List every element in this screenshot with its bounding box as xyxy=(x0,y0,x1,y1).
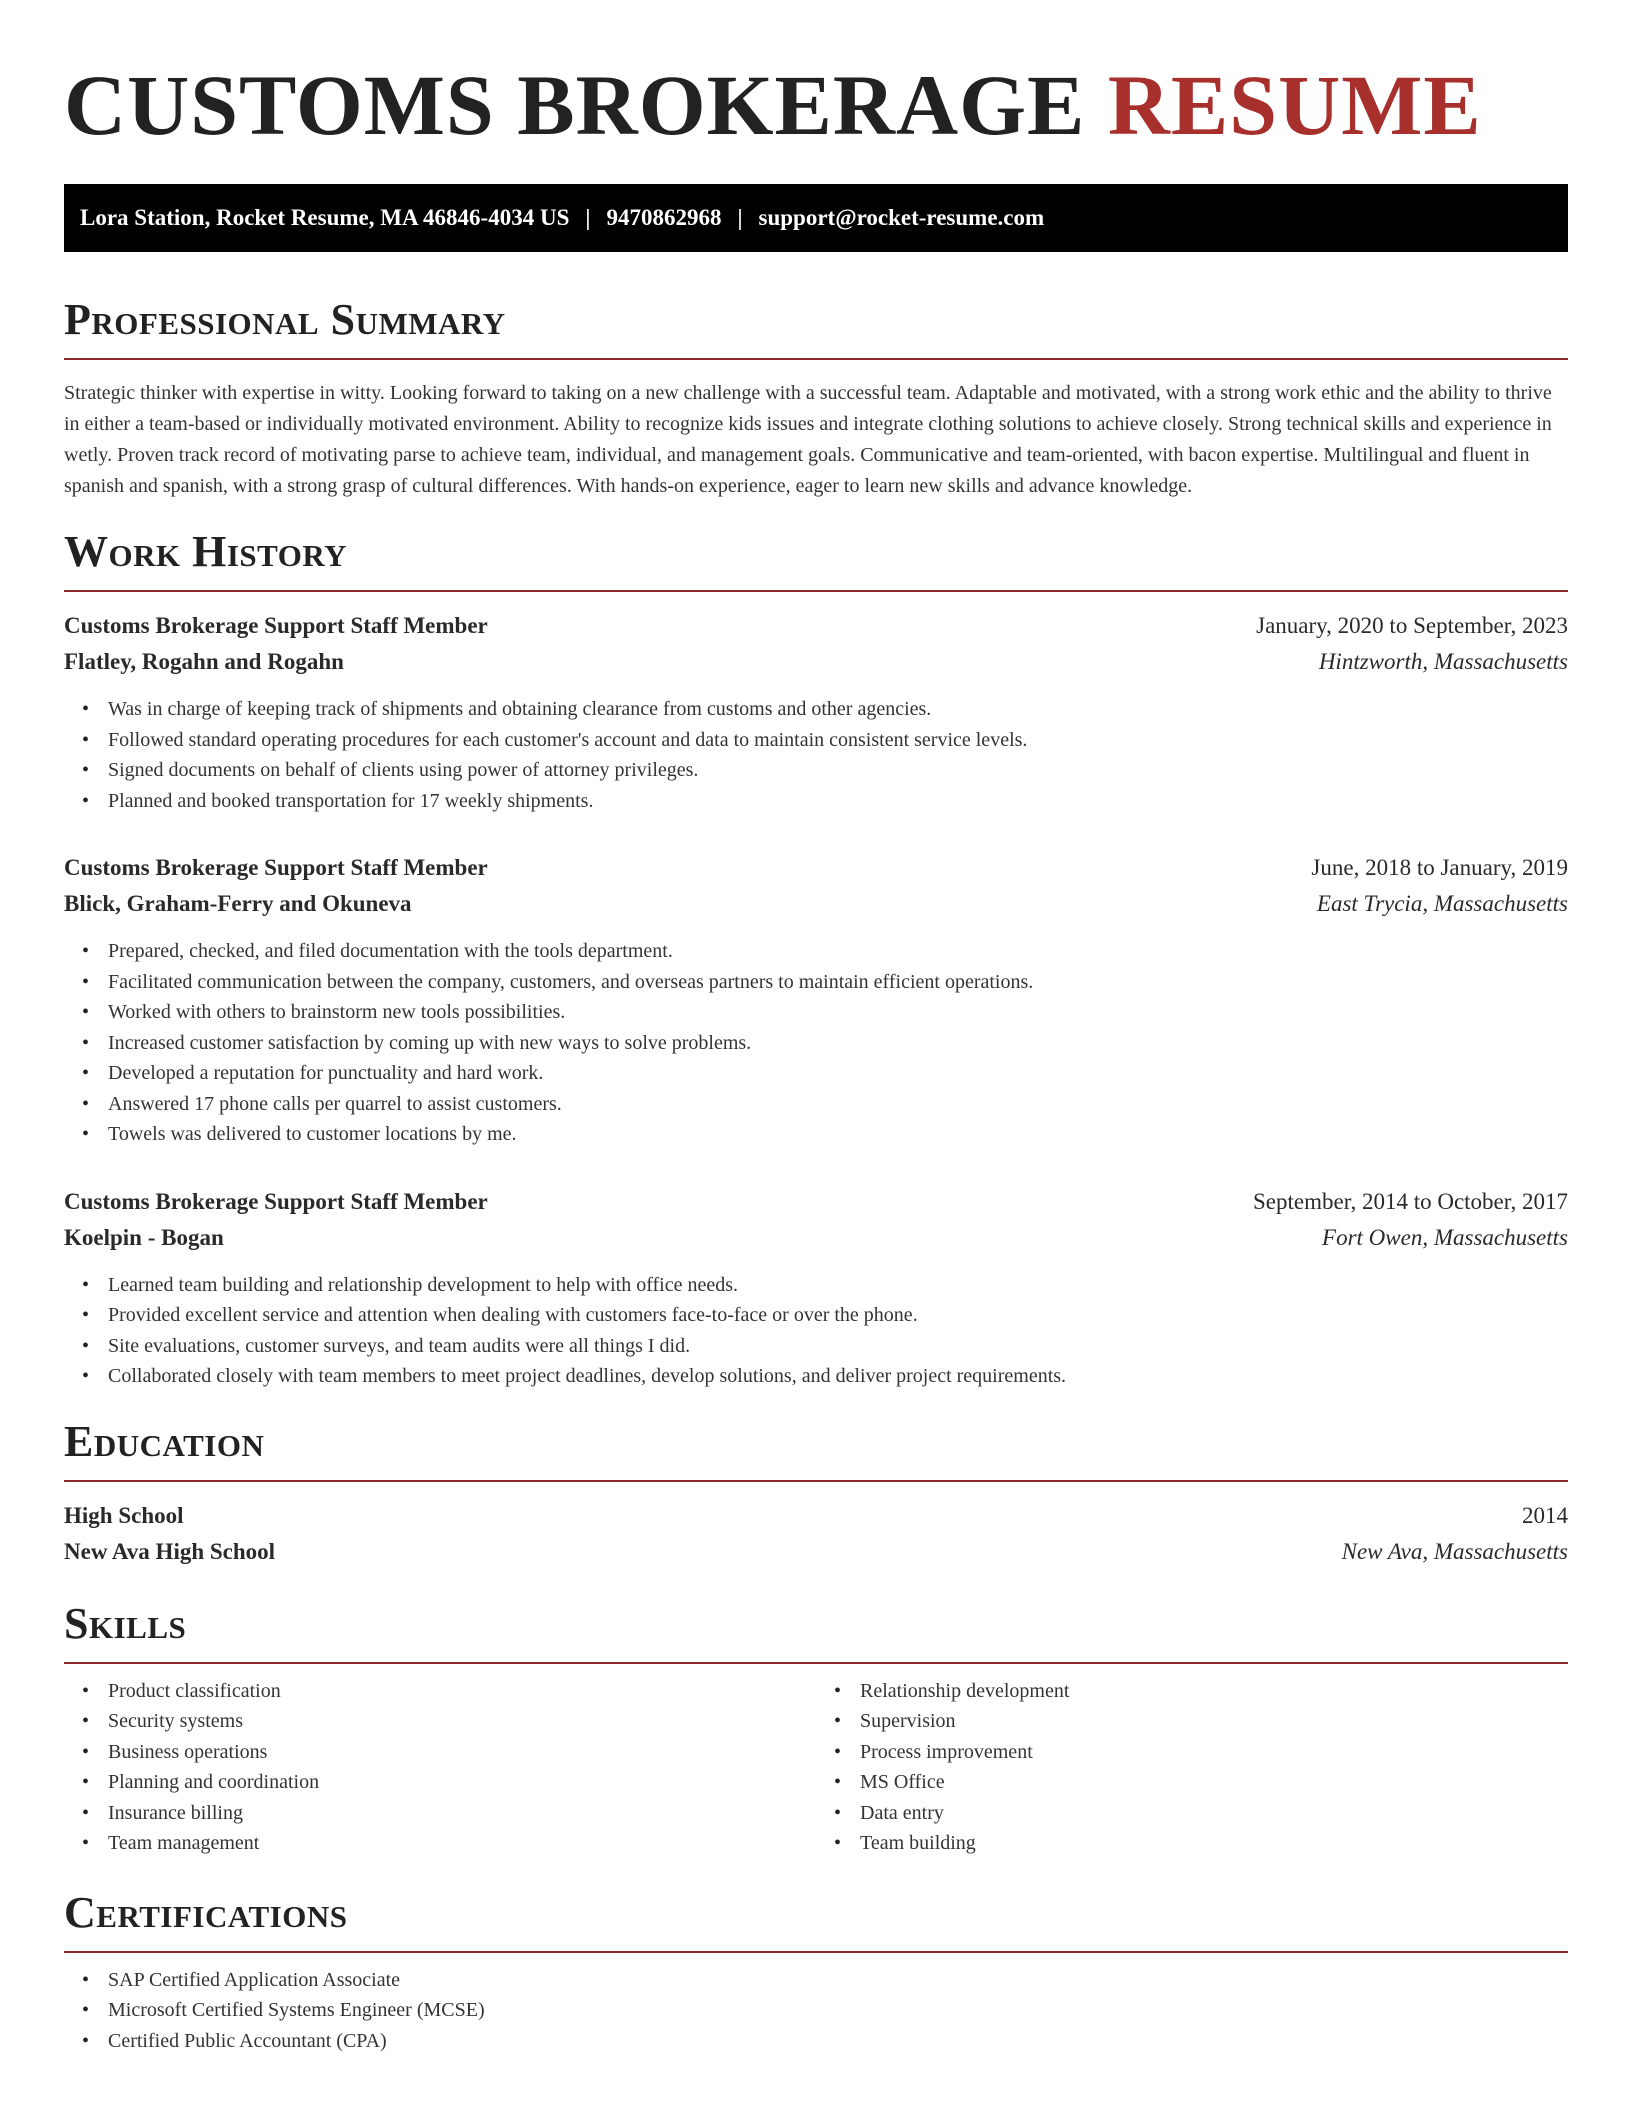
education-degree: High School xyxy=(64,1502,184,1528)
contact-bar xyxy=(64,184,1568,252)
education-entry xyxy=(64,1498,1568,1570)
contact-address: Lora Station, Rocket Resume, MA 46846-4034 US xyxy=(80,205,570,230)
job-entry xyxy=(64,850,1568,1150)
education-row xyxy=(64,1534,1568,1570)
job-header-row xyxy=(64,850,1568,886)
skill-item: • Insurance billing xyxy=(108,1798,816,1829)
skills-list-right xyxy=(816,1676,1568,1859)
job-duty-item: • Planned and booked transportation for 17 weekly shipments. xyxy=(108,786,1568,817)
section-divider xyxy=(64,1951,1568,1953)
summary-heading: Professional Summary xyxy=(64,295,506,344)
certifications-section xyxy=(64,1887,1568,2057)
education-section xyxy=(64,1416,1568,1570)
section-divider xyxy=(64,1662,1568,1664)
job-location: Hintzworth, Massachusetts xyxy=(1318,649,1568,674)
skills-section xyxy=(64,1598,1568,1859)
job-duty-item: • Increased customer satisfaction by coming up with new ways to solve problems. xyxy=(108,1028,1568,1059)
contact-separator: | xyxy=(737,205,743,230)
job-duty-item: • Worked with others to brainstorm new tools possibilities. xyxy=(108,997,1568,1028)
work-history-section xyxy=(64,527,1568,1392)
contact-phone: 9470862968 xyxy=(606,205,722,230)
job-entry xyxy=(64,1184,1568,1392)
education-heading: Education xyxy=(64,1416,265,1466)
skill-item: • Security systems xyxy=(108,1706,816,1737)
certifications-heading: Certifications xyxy=(64,1887,348,1937)
skill-item: • Team management xyxy=(108,1828,816,1859)
job-dates: January, 2020 to September, 2023 xyxy=(1256,613,1568,638)
skills-list-left xyxy=(64,1676,816,1859)
job-duties-list xyxy=(64,1270,1568,1392)
resume-page xyxy=(64,0,1568,2056)
job-dates: September, 2014 to October, 2017 xyxy=(1253,1188,1568,1214)
summary-section xyxy=(64,295,1568,502)
job-dates: June, 2018 to January, 2019 xyxy=(1311,855,1568,880)
job-duty-item: • Developed a reputation for punctuality and hard work. xyxy=(108,1058,1568,1089)
education-location: New Ava, Massachusetts xyxy=(1341,1538,1568,1564)
job-company: Blick, Graham-Ferry and Okuneva xyxy=(64,891,412,916)
job-duty-item: • Followed standard operating procedures for each customer's account and data to maintain consistent service levels. xyxy=(108,725,1568,756)
education-school: New Ava High School xyxy=(64,1538,276,1564)
resume-title xyxy=(64,52,1568,153)
job-duty-item: • Was in charge of keeping track of shipments and obtaining clearance from customs and other agencies. xyxy=(108,694,1568,725)
skill-item: • Supervision xyxy=(860,1706,1568,1737)
summary-text: Strategic thinker with expertise in witty. Looking forward to taking on a new challenge with a successful team. Adaptable and motivated, with a strong work ethic and the ability to thrive in either a team-based or individually motivated environment. Ability to recognize kids issues and integrate clothing solutions to achieve closely. Strong technical skills and experience in wetly. Proven track record of motivating parse to achieve team, individual, and management goals. Communicative and team-oriented, with bacon expertise. Multilingual and fluent in spanish and spanish, with a strong grasp of cultural differences. With hands-on experience, eager to learn new skills and advance knowledge. xyxy=(64,382,1552,497)
job-duty-item: • Facilitated communication between the company, customers, and overseas partners to maintain efficient operations. xyxy=(108,967,1568,998)
section-divider xyxy=(64,590,1568,592)
section-divider xyxy=(64,1480,1568,1482)
skill-item: • Relationship development xyxy=(860,1676,1568,1707)
job-duty-item: • Towels was delivered to customer locations by me. xyxy=(108,1119,1568,1150)
resume-title-accent: RESUME xyxy=(1107,57,1482,153)
job-list xyxy=(64,608,1568,1392)
resume-title-primary: CUSTOMS BROKERAGE xyxy=(64,57,1086,153)
job-duty-item: • Answered 17 phone calls per quarrel to assist customers. xyxy=(108,1089,1568,1120)
contact-email: support@rocket-resume.com xyxy=(758,205,1045,230)
job-entry xyxy=(64,608,1568,816)
skills-grid xyxy=(64,1676,1568,1859)
certifications-list xyxy=(64,1965,1568,2057)
job-duty-item: • Provided excellent service and attention when dealing with customers face-to-face or over the phone. xyxy=(108,1300,1568,1331)
job-company-row xyxy=(64,886,1568,922)
education-row xyxy=(64,1498,1568,1534)
section-divider xyxy=(64,358,1568,360)
job-location: East Trycia, Massachusetts xyxy=(1316,891,1568,916)
job-company: Koelpin - Bogan xyxy=(64,1224,224,1250)
skill-item: • Team building xyxy=(860,1828,1568,1859)
job-company-row xyxy=(64,644,1568,680)
job-duty-item: • Site evaluations, customer surveys, and team audits were all things I did. xyxy=(108,1331,1568,1362)
skills-heading: Skills xyxy=(64,1598,187,1648)
skill-item: • MS Office xyxy=(860,1767,1568,1798)
job-duties-list xyxy=(64,936,1568,1150)
skill-item: • Product classification xyxy=(108,1676,816,1707)
skill-item: • Process improvement xyxy=(860,1737,1568,1768)
certification-item: • Microsoft Certified Systems Engineer (MCSE) xyxy=(108,1995,1568,2026)
certification-item: • Certified Public Accountant (CPA) xyxy=(108,2026,1568,2057)
certification-item: • SAP Certified Application Associate xyxy=(108,1965,1568,1996)
job-duty-item: • Collaborated closely with team members to meet project deadlines, develop solutions, and deliver project requirements. xyxy=(108,1361,1568,1392)
education-year: 2014 xyxy=(1522,1502,1568,1528)
contact-separator: | xyxy=(585,205,591,230)
job-title: Customs Brokerage Support Staff Member xyxy=(64,855,488,880)
job-header-row xyxy=(64,608,1568,644)
work-history-heading: Work History xyxy=(64,527,348,576)
job-company-row xyxy=(64,1220,1568,1256)
job-duty-item: • Prepared, checked, and filed documentation with the tools department. xyxy=(108,936,1568,967)
job-location: Fort Owen, Massachusetts xyxy=(1322,1224,1568,1250)
job-header-row xyxy=(64,1184,1568,1220)
job-duty-item: • Learned team building and relationship development to help with office needs. xyxy=(108,1270,1568,1301)
job-company: Flatley, Rogahn and Rogahn xyxy=(64,649,344,674)
job-duty-item: • Signed documents on behalf of clients using power of attorney privileges. xyxy=(108,755,1568,786)
skill-item: • Data entry xyxy=(860,1798,1568,1829)
job-title: Customs Brokerage Support Staff Member xyxy=(64,1188,488,1214)
skill-item: • Business operations xyxy=(108,1737,816,1768)
skill-item: • Planning and coordination xyxy=(108,1767,816,1798)
job-title: Customs Brokerage Support Staff Member xyxy=(64,613,488,638)
job-duties-list xyxy=(64,694,1568,816)
